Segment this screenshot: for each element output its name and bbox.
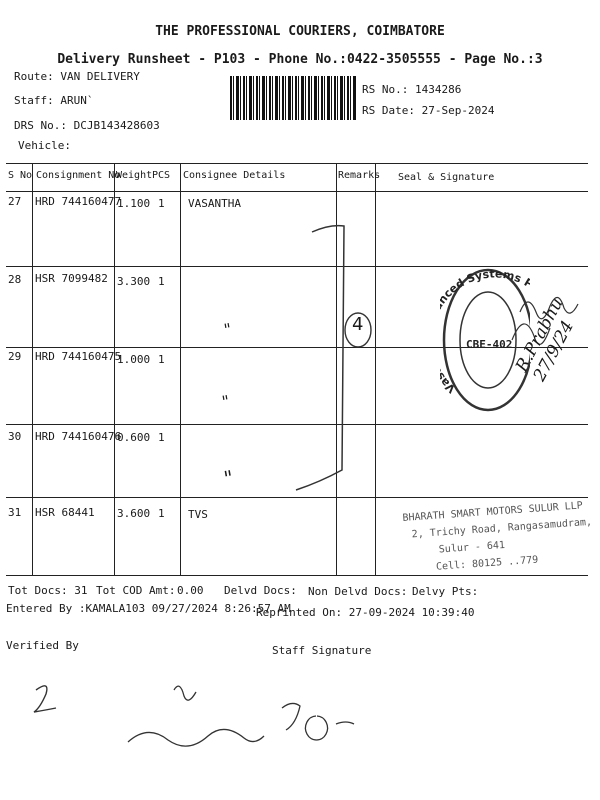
header-consignee-details: Consignee Details bbox=[183, 170, 286, 181]
verifier-signature bbox=[128, 686, 264, 746]
header-consignment-no: Consignment No bbox=[36, 170, 121, 181]
header-remarks: Remarks bbox=[338, 170, 381, 181]
total-cod-label: Tot COD Amt: bbox=[96, 584, 176, 597]
rs-date: RS Date: 27-Sep-2024 bbox=[362, 104, 495, 117]
row-pcs: 1 bbox=[158, 275, 165, 288]
verified-by-label: Verified By bbox=[6, 639, 79, 652]
row-weight: 0.600 bbox=[117, 431, 151, 444]
reprinted-on: Reprinted On: 27-09-2024 10:39:40 bbox=[256, 606, 475, 619]
row-sno: 29 bbox=[8, 350, 22, 363]
row-weight: 1.000 bbox=[117, 353, 151, 366]
seal-center-text: CBE-402 bbox=[466, 338, 513, 351]
row-sno: 27 bbox=[8, 195, 22, 208]
total-cod-amount: 0.00 bbox=[177, 584, 204, 597]
staff-signature-label: Staff Signature bbox=[272, 644, 372, 657]
row-consignee: TVS bbox=[188, 508, 208, 521]
row-sno: 30 bbox=[8, 430, 22, 443]
row-sno: 28 bbox=[8, 273, 22, 286]
row-weight: 1.100 bbox=[117, 197, 151, 210]
remark-number: 4 bbox=[352, 314, 364, 335]
staff-signature-mark bbox=[282, 703, 354, 740]
row-pcs: 1 bbox=[158, 197, 165, 210]
stamp-line: Sulur - 641 bbox=[438, 539, 506, 556]
vehicle-label: Vehicle: bbox=[18, 139, 71, 152]
company-seal bbox=[440, 268, 530, 418]
row-consignment: HRD 744160476 bbox=[35, 430, 122, 443]
ditto-mark: " bbox=[220, 391, 231, 412]
row-consignment: HRD 744160477 bbox=[35, 195, 122, 208]
row-weight: 3.300 bbox=[117, 275, 151, 288]
runsheet-subtitle: Delivery Runsheet - P103 - Phone No.:0422-3505555 - Page No.:3 bbox=[57, 52, 543, 67]
row-consignment: HRD 744160475 bbox=[35, 350, 122, 363]
dealer-stamp bbox=[402, 497, 595, 578]
header-pcs: PCS bbox=[152, 170, 171, 181]
seal-outer-text: V ced Systems bbox=[440, 268, 524, 396]
ditto-mark: " bbox=[222, 319, 233, 340]
total-docs: Tot Docs: 31 bbox=[8, 584, 88, 597]
row-pcs: 1 bbox=[158, 353, 165, 366]
row-pcs: 1 bbox=[158, 507, 165, 520]
delivery-points: Delvy Pts: bbox=[412, 585, 479, 598]
row-consignment: HSR 7099482 bbox=[35, 272, 108, 285]
verifier-initial bbox=[34, 686, 56, 712]
row-consignment: HSR 68441 bbox=[35, 506, 95, 519]
header-weight: Weight bbox=[116, 170, 153, 181]
remarks-bracket bbox=[296, 226, 344, 490]
stamp-line: Cell: 80125 ..779 bbox=[435, 554, 539, 573]
route-label: Route: VAN DELIVERY bbox=[14, 70, 140, 83]
row-consignee: VASANTHA bbox=[188, 197, 241, 210]
row-sno: 31 bbox=[8, 506, 22, 519]
non-delivered-docs: Non Delvd Docs: bbox=[308, 585, 408, 598]
ditto-mark: " bbox=[221, 465, 236, 491]
rs-number: RS No.: 1434286 bbox=[362, 83, 462, 96]
staff-label: Staff: ARUN` bbox=[14, 94, 94, 107]
delivery-signature-text: R.Prabhu 27/9/24 bbox=[512, 294, 579, 385]
header-sno: S No bbox=[8, 170, 33, 181]
row-weight: 3.600 bbox=[117, 507, 151, 520]
drs-number: DRS No.: DCJB143428603 bbox=[14, 119, 160, 132]
header-seal-signature: Seal & Signature bbox=[398, 172, 495, 183]
stamp-line: 2, Trichy Road, Rangasamudram, bbox=[411, 516, 593, 541]
stamp-line: BHARATH SMART MOTORS SULUR LLP bbox=[402, 500, 584, 524]
row-pcs: 1 bbox=[158, 431, 165, 444]
entered-by: Entered By :KAMALA103 09/27/2024 8:26:57 AM bbox=[6, 602, 291, 615]
delivered-docs: Delvd Docs: bbox=[224, 584, 297, 597]
company-name: THE PROFESSIONAL COURIERS, COIMBATORE bbox=[155, 24, 445, 39]
